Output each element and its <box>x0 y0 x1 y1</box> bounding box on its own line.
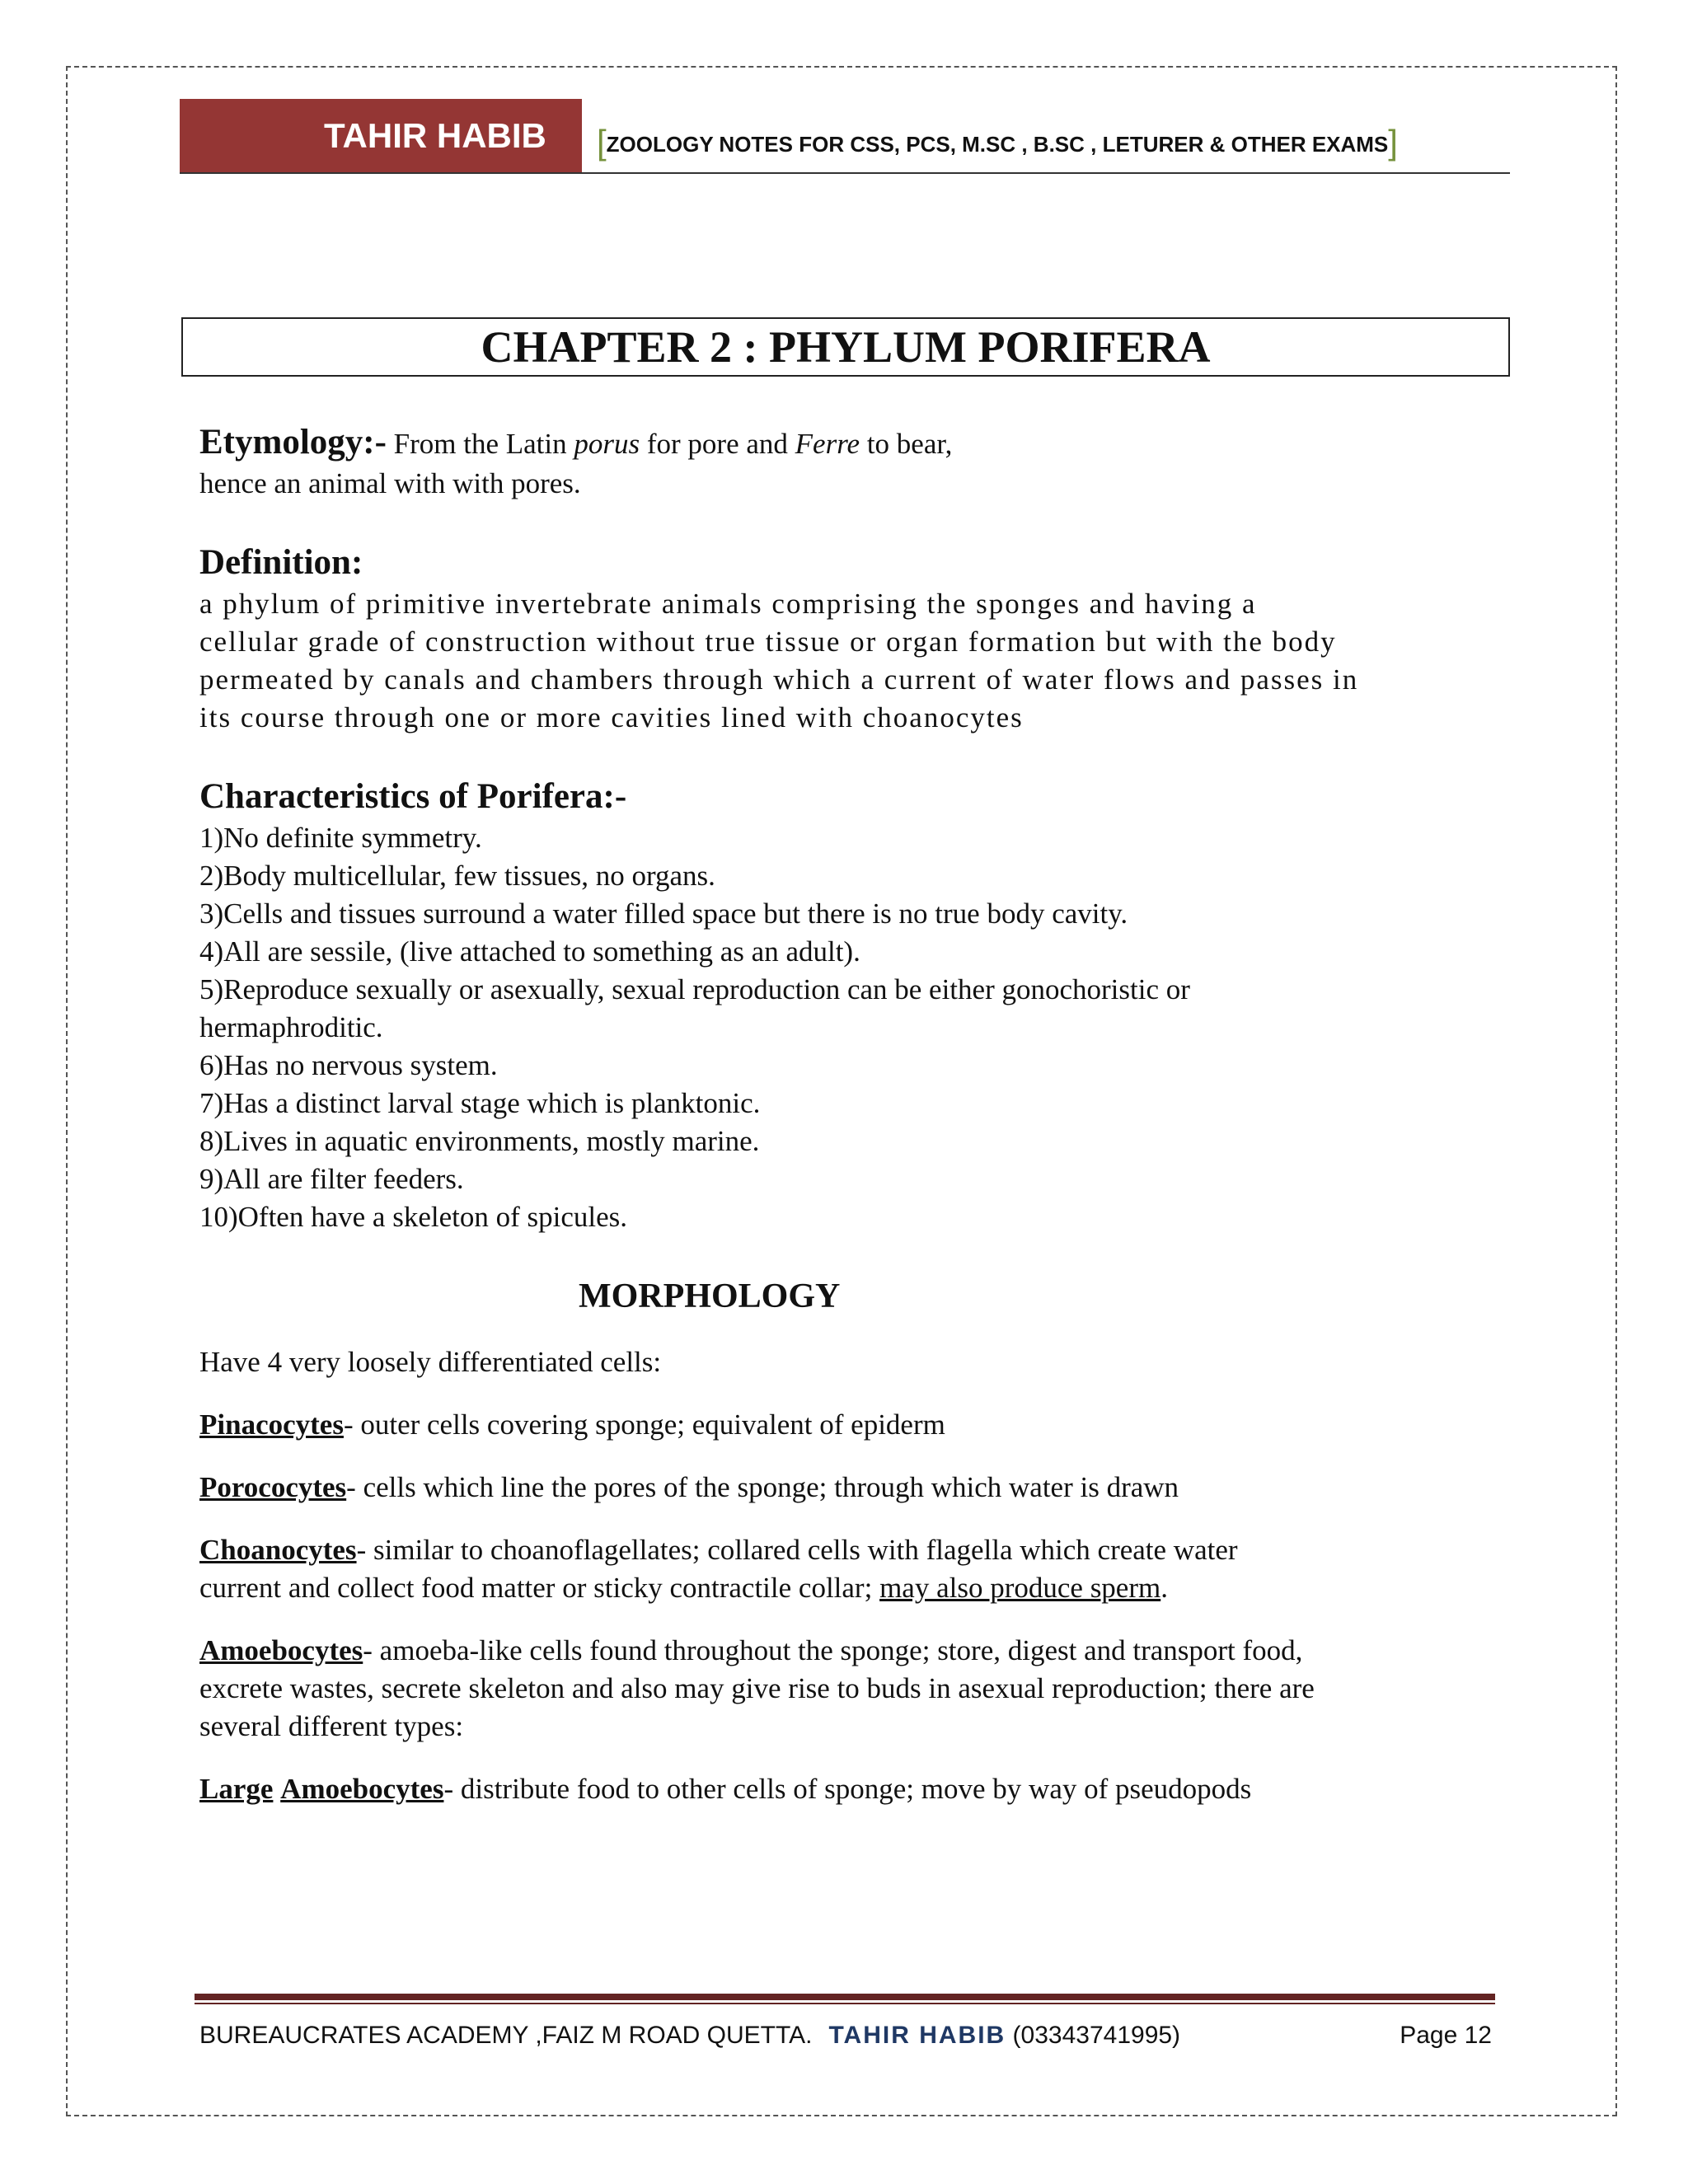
etymology-line-2: hence an animal with with pores. <box>199 467 581 499</box>
porocytes-entry <box>199 1469 1502 1507</box>
choanocytes-entry <box>199 1531 1502 1569</box>
characteristic-item: 1)No definite symmetry. <box>199 822 482 854</box>
tagline-text: ZOOLOGY NOTES FOR CSS, PCS, M.SC , B.SC , LETURER & OTHER EXAMS <box>606 132 1389 157</box>
amoebocytes-line-3: several different types: <box>199 1710 464 1742</box>
characteristic-item: 8)Lives in aquatic environments, mostly marine. <box>199 1125 760 1157</box>
characteristic-item: 5)Reproduce sexually or asexually, sexual reproduction can be either gonochoristic or <box>199 973 1190 1005</box>
etymology-line-1 <box>199 420 1502 465</box>
morphology-title: MORPHOLOGY <box>579 1277 841 1315</box>
definition-line: a phylum of primitive invertebrate animals comprising the sponges and having a <box>199 588 1257 620</box>
page-number: Page 12 <box>1400 2022 1492 2049</box>
etymology-text-3: to bear, <box>860 428 953 460</box>
characteristic-item: 9)All are filter feeders. <box>199 1163 464 1195</box>
definition-line: permeated by canals and chambers through which a current of water flows and passes in <box>199 663 1359 696</box>
characteristic-item: 3)Cells and tissues surround a water filled space but there is no true body cavity. <box>199 898 1128 930</box>
pinacocytes-entry <box>199 1406 1502 1444</box>
porocytes-term: Porococytes <box>199 1471 347 1503</box>
large-amoebocytes-text: - distribute food to other cells of sponge; move by way of pseudopods <box>443 1773 1252 1805</box>
footer-name: TAHIR HABIB <box>828 2022 1006 2049</box>
large-amoebocytes-term-1: Large <box>199 1773 274 1805</box>
characteristic-item: 4)All are sessile, (live attached to something as an adult). <box>199 935 860 968</box>
pinacocytes-term: Pinacocytes <box>199 1408 344 1441</box>
choanocytes-term: Choanocytes <box>199 1534 357 1566</box>
amoebocytes-term: Amoebocytes <box>199 1634 363 1666</box>
characteristic-item: 6)Has no nervous system. <box>199 1049 498 1081</box>
tagline-bracket-open: [ <box>597 123 607 162</box>
choanocytes-underlined-text: may also produce sperm <box>879 1572 1161 1604</box>
footer-academy: BUREAUCRATES ACADEMY ,FAIZ M ROAD QUETTA. <box>199 2022 813 2049</box>
etymology-text-1: From the Latin <box>386 428 574 460</box>
header-rule <box>180 172 1510 174</box>
definition-line: cellular grade of construction without true tissue or organ formation but with the body <box>199 626 1337 658</box>
large-amoebocytes-entry <box>199 1770 1502 1808</box>
page-footer <box>199 2015 1492 2056</box>
chapter-title: CHAPTER 2 : PHYLUM PORIFERA <box>181 317 1510 377</box>
choanocytes-line-2-text: current and collect food matter or sticky contractile collar; <box>199 1572 880 1604</box>
header-name: TAHIR HABIB <box>324 116 546 155</box>
choanocytes-line-2-end: . <box>1160 1572 1168 1604</box>
pinacocytes-text: - outer cells covering sponge; equivalent of epiderm <box>343 1408 945 1441</box>
characteristics-label: Characteristics of Porifera:- <box>199 777 627 816</box>
header-tagline <box>597 122 1398 165</box>
etymology-text-2: for pore and <box>640 428 795 460</box>
etymology-word-ferre: Ferre <box>795 428 860 460</box>
tagline-bracket-close: ] <box>1388 123 1398 162</box>
footer-phone: (03343741995) <box>1006 2022 1181 2049</box>
footer-rule-thin <box>195 2003 1495 2004</box>
definition-label: Definition: <box>199 543 363 582</box>
characteristic-item: 2)Body multicellular, few tissues, no organs. <box>199 860 715 892</box>
header-name-box <box>180 99 582 173</box>
choanocytes-text: - similar to choanoflagellates; collared cells with flagella which create water <box>356 1534 1238 1566</box>
amoebocytes-entry <box>199 1632 1502 1670</box>
characteristic-item: 10)Often have a skeleton of spicules. <box>199 1201 628 1233</box>
characteristic-item: hermaphroditic. <box>199 1011 383 1043</box>
characteristic-item: 7)Has a distinct larval stage which is planktonic. <box>199 1087 761 1119</box>
amoebocytes-text: - amoeba-like cells found throughout the sponge; store, digest and transport food, <box>363 1634 1303 1666</box>
large-amoebocytes-term-2: Amoebocytes <box>280 1773 444 1805</box>
morphology-intro: Have 4 very loosely differentiated cells: <box>199 1346 662 1378</box>
main-content <box>199 420 1502 1808</box>
porocytes-text: - cells which line the pores of the sponge; through which water is drawn <box>346 1471 1179 1503</box>
footer-left <box>199 2015 1180 2056</box>
footer-rule <box>195 1994 1495 2000</box>
choanocytes-line-2 <box>199 1569 1502 1607</box>
etymology-word-porus: porus <box>574 428 640 460</box>
definition-line: its course through one or more cavities lined with choanocytes <box>199 701 1024 733</box>
etymology-label: Etymology:- <box>199 423 387 462</box>
amoebocytes-line-2: excrete wastes, secrete skeleton and also may give rise to buds in asexual reproduction; there are <box>199 1672 1315 1704</box>
